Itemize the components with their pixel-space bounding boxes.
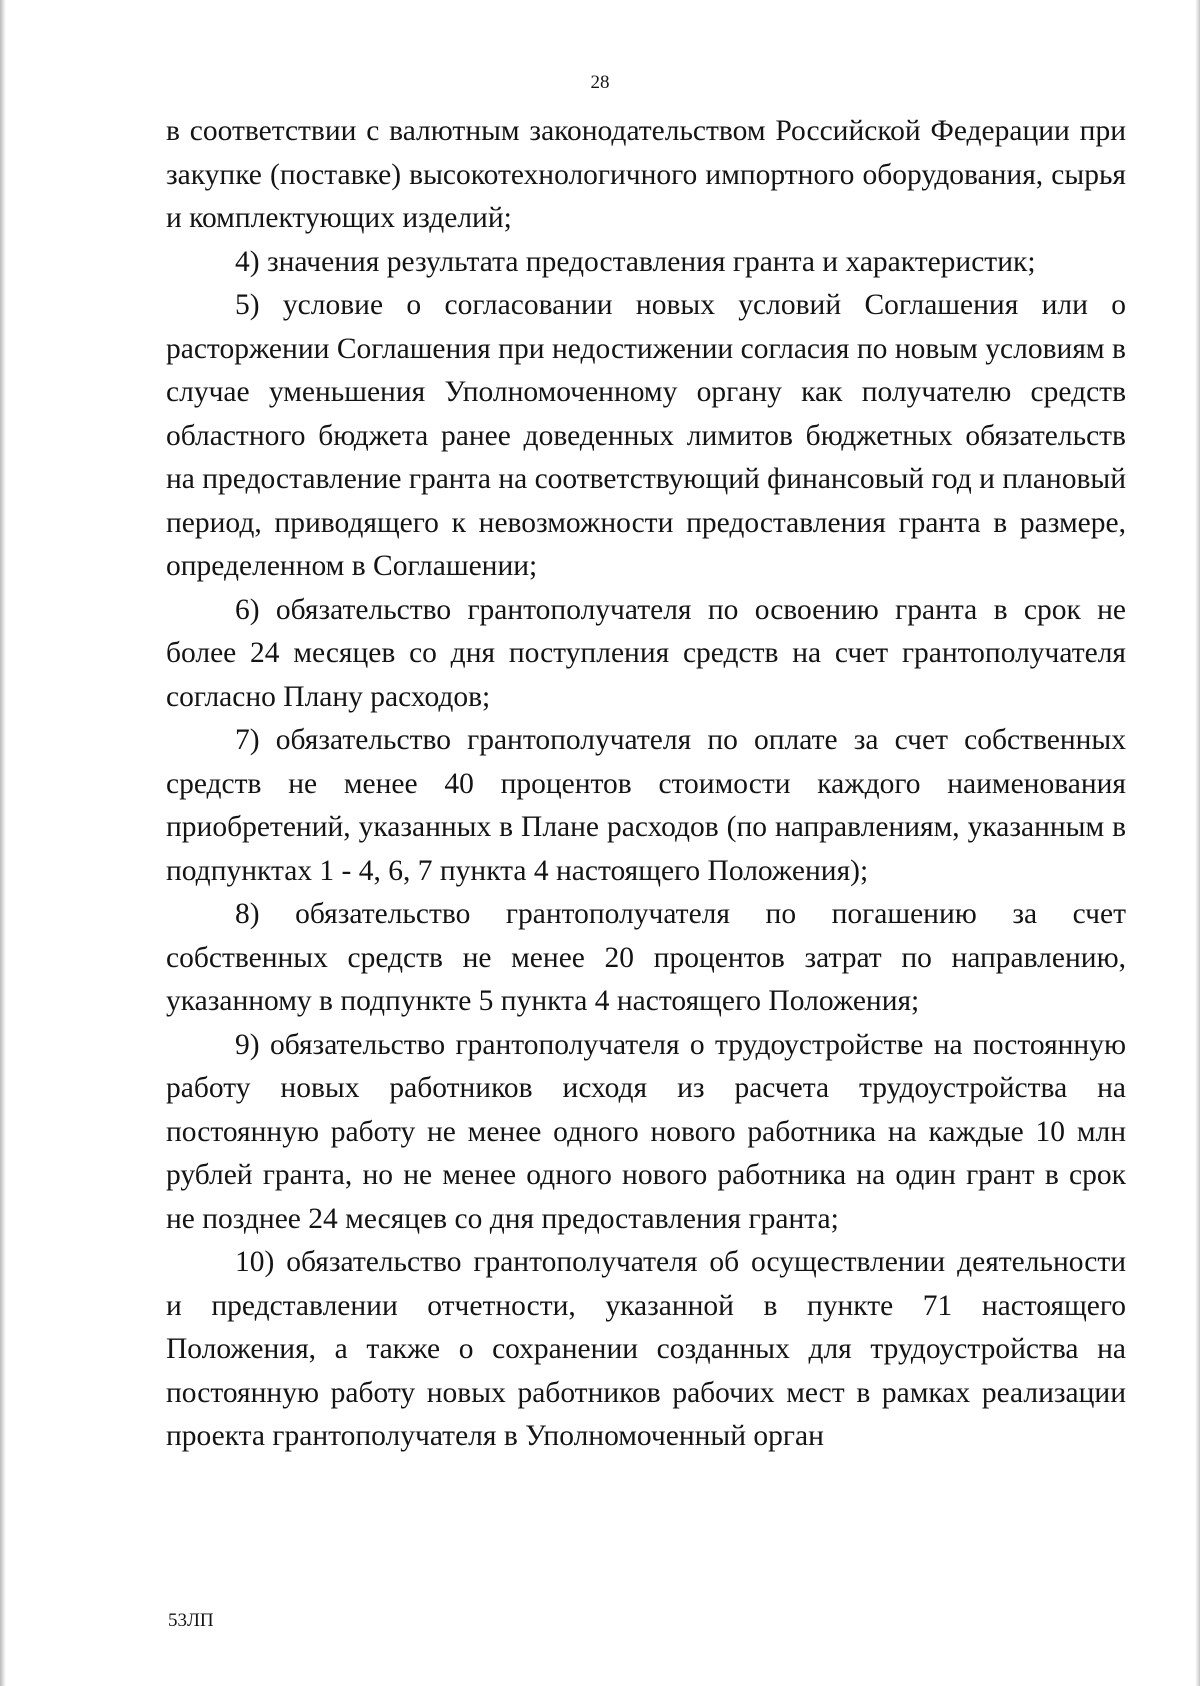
paragraph-item-4: 4) значения результата предоставления гранта и характеристик; <box>235 245 1036 278</box>
paragraph-item-7: 7) обязательство грантополучателя по оплате за счет собственных средств не менее 40 процентов стоимости каждого наименования приобретений, указанных в Плане расходов (по направлениям, указанным в подпунктах 1 - 4, 6, 7 пункта 4 настоящего Положения); <box>166 724 1126 887</box>
paragraph-item-9: 9) обязательство грантополучателя о трудоустройстве на постоянную работу новых работников исходя из расчета трудоустройства на постоянную работу не менее одного нового работника на каждые 10 млн рублей гранта, но не менее одного нового работника на один грант в срок не позднее 24 месяцев со дня предоставления гранта; <box>166 1028 1126 1235</box>
scan-edge-right <box>1195 0 1200 1686</box>
paragraph-item-8: 8) обязательство грантополучателя по погашению за счет собственных средств не менее 20 процентов затрат по направлению, указанному в подпункте 5 пункта 4 настоящего Положения; <box>166 898 1126 1017</box>
paragraph-item-5: 5) условие о согласовании новых условий Соглашения или о расторжении Соглашения при недостижении согласия по новым условиям в случае уменьшения Уполномоченному органу как получателю средств областного бюджета ранее доведенных лимитов бюджетных обязательств на предоставление гранта на соответствующий финансовый год и плановый период, приводящего к невозможности предоставления гранта в размере, определенном в Соглашении; <box>166 289 1126 582</box>
paragraph-item-6: 6) обязательство грантополучателя по освоению гранта в срок не более 24 месяцев со дня поступления средств на счет грантополучателя согласно Плану расходов; <box>166 593 1126 713</box>
document-body <box>166 110 1126 1459</box>
scan-edge-left <box>0 0 6 1686</box>
paragraph-continuation: в соответствии с валютным законодательством Российской Федерации при закупке (поставке) высокотехнологичного импортного оборудования, сырья и комплектующих изделий; <box>166 115 1126 234</box>
document-code: 53ЛП <box>168 1610 214 1631</box>
page-number: 28 <box>590 72 610 93</box>
paragraph-item-10: 10) обязательство грантополучателя об осуществлении деятельности и представлении отчетности, указанной в пункте 71 настоящего Положения, а также о сохранении созданных для трудоустройства на постоянную работу новых работников рабочих мест в рамках реализации проекта грантополучателя в Уполномоченный орган <box>166 1246 1126 1452</box>
